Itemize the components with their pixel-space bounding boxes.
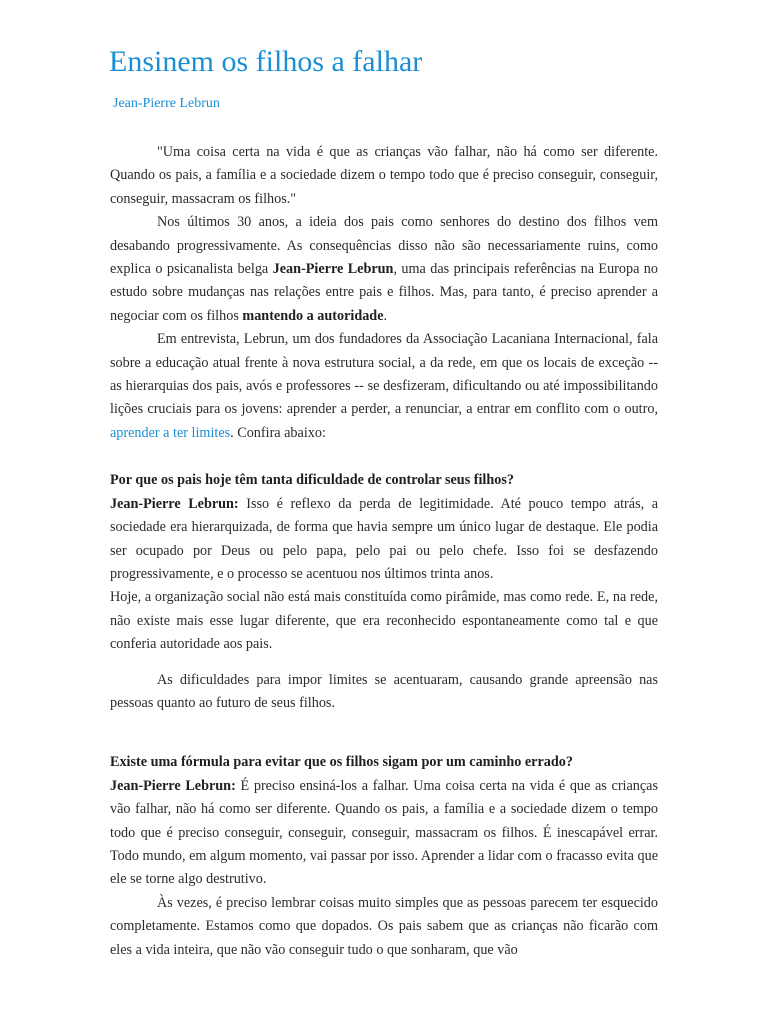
question-1 [110,469,658,586]
paragraph-text: Em entrevista, Lebrun, um dos fundadores da Associação Lacaniana Internacional, fala sobre a educação atual frente à nova estrutura social, a da rede, em que os locais de exceção -- as hierarquias dos pais, avós e professores -- se desfizeram, dificultando ou até impossibilitando lições cruciais para os jovens: aprender a perder, a renunciar, a entrar em conflito com o outro, [110,331,658,418]
paragraph-text: , uma das principais referências na Europa no estudo sobre mudanças nas relações entre pais e filhos. Mas, para tanto, é preciso aprender a negociar com os filhos [110,261,658,324]
spacer [110,457,658,469]
spacer [110,445,658,457]
paragraph-intro [110,211,658,328]
spacer [110,715,658,751]
spacer [110,657,658,669]
answer-2-continued: Às vezes, é preciso lembrar coisas muito simples que as pessoas parecem ter esquecido completamente. Estamos como que dopados. Os pais sabem que as crianças não ficarão com eles a vida inteira, que não vão conseguir tudo o que sonharam, que vão [110,894,658,958]
limits-link[interactable]: aprender a ter limites [110,424,231,441]
bold-phrase: mantendo a autoridade [242,307,384,324]
bold-name: Jean-Pierre Lebrun [272,261,394,278]
paragraph-text: Nos últimos 30 anos, a ideia dos pais como senhores do destino dos filhos vem desabando progressivamente. As consequências disso não são necessariamente ruins, como explica o psicanalista belga [110,214,658,278]
answer-1-final: As dificuldades para impor limites se acentuaram, causando grande apreensão nas pessoas quanto ao futuro de seus filhos. [110,671,658,711]
answer-1-continued: Hoje, a organização social não está mais constituída como pirâmide, mas como rede. E, na rede, não existe mais esse lugar diferente, que era reconhecido espontaneamente como tal e que conferia autoridade aos pais. [110,589,658,653]
article-body [110,141,658,962]
speaker-label: Jean-Pierre Lebrun: [110,777,236,794]
paragraph-interview [110,328,658,445]
question-text: Por que os pais hoje têm tanta dificuldade de controlar seus filhos? [110,472,514,489]
paragraph-text: . Confira abaixo: [230,424,326,441]
speaker-label: Jean-Pierre Lebrun: [110,495,239,512]
answer-text: Isso é reflexo da perda de legitimidade. Até pouco tempo atrás, a sociedade era hierarquizada, de forma que havia sempre um único lugar de destaque. Ele podia ser ocupado por Deus ou pelo papa, pelo pai ou pelo chefe. Isso foi se desfazendo progressivamente, e o processo se acentuou nos últimos trinta anos. [110,495,659,582]
paragraph-text: . [383,307,388,324]
question-text: Existe uma fórmula para evitar que os filhos sigam por um caminho errado? [110,754,573,771]
paragraph-quote: "Uma coisa certa na vida é que as crianças vão falhar, não há como ser diferente. Quando os pais, a família e a sociedade dizem o tempo todo que é preciso conseguir, conseguir, conseguir, massacram os filhos." [110,144,658,207]
article-title: Ensinem os filhos a falhar [109,45,423,78]
answer-text: É preciso ensiná-los a falhar. Uma coisa certa na vida é que as crianças vão falhar, não há como ser diferente. Quando os pais, a família e a sociedade dizem o tempo todo que é preciso conseguir, conseguir, conseguir, massacram os filhos. É inescapável errar. Todo mundo, em algum momento, vai passar por isso. Aprender a lidar com o fracasso evita que ele se torne algo destrutivo. [110,777,658,888]
article-author: Jean-Pierre Lebrun [113,96,220,111]
question-2 [110,751,658,891]
